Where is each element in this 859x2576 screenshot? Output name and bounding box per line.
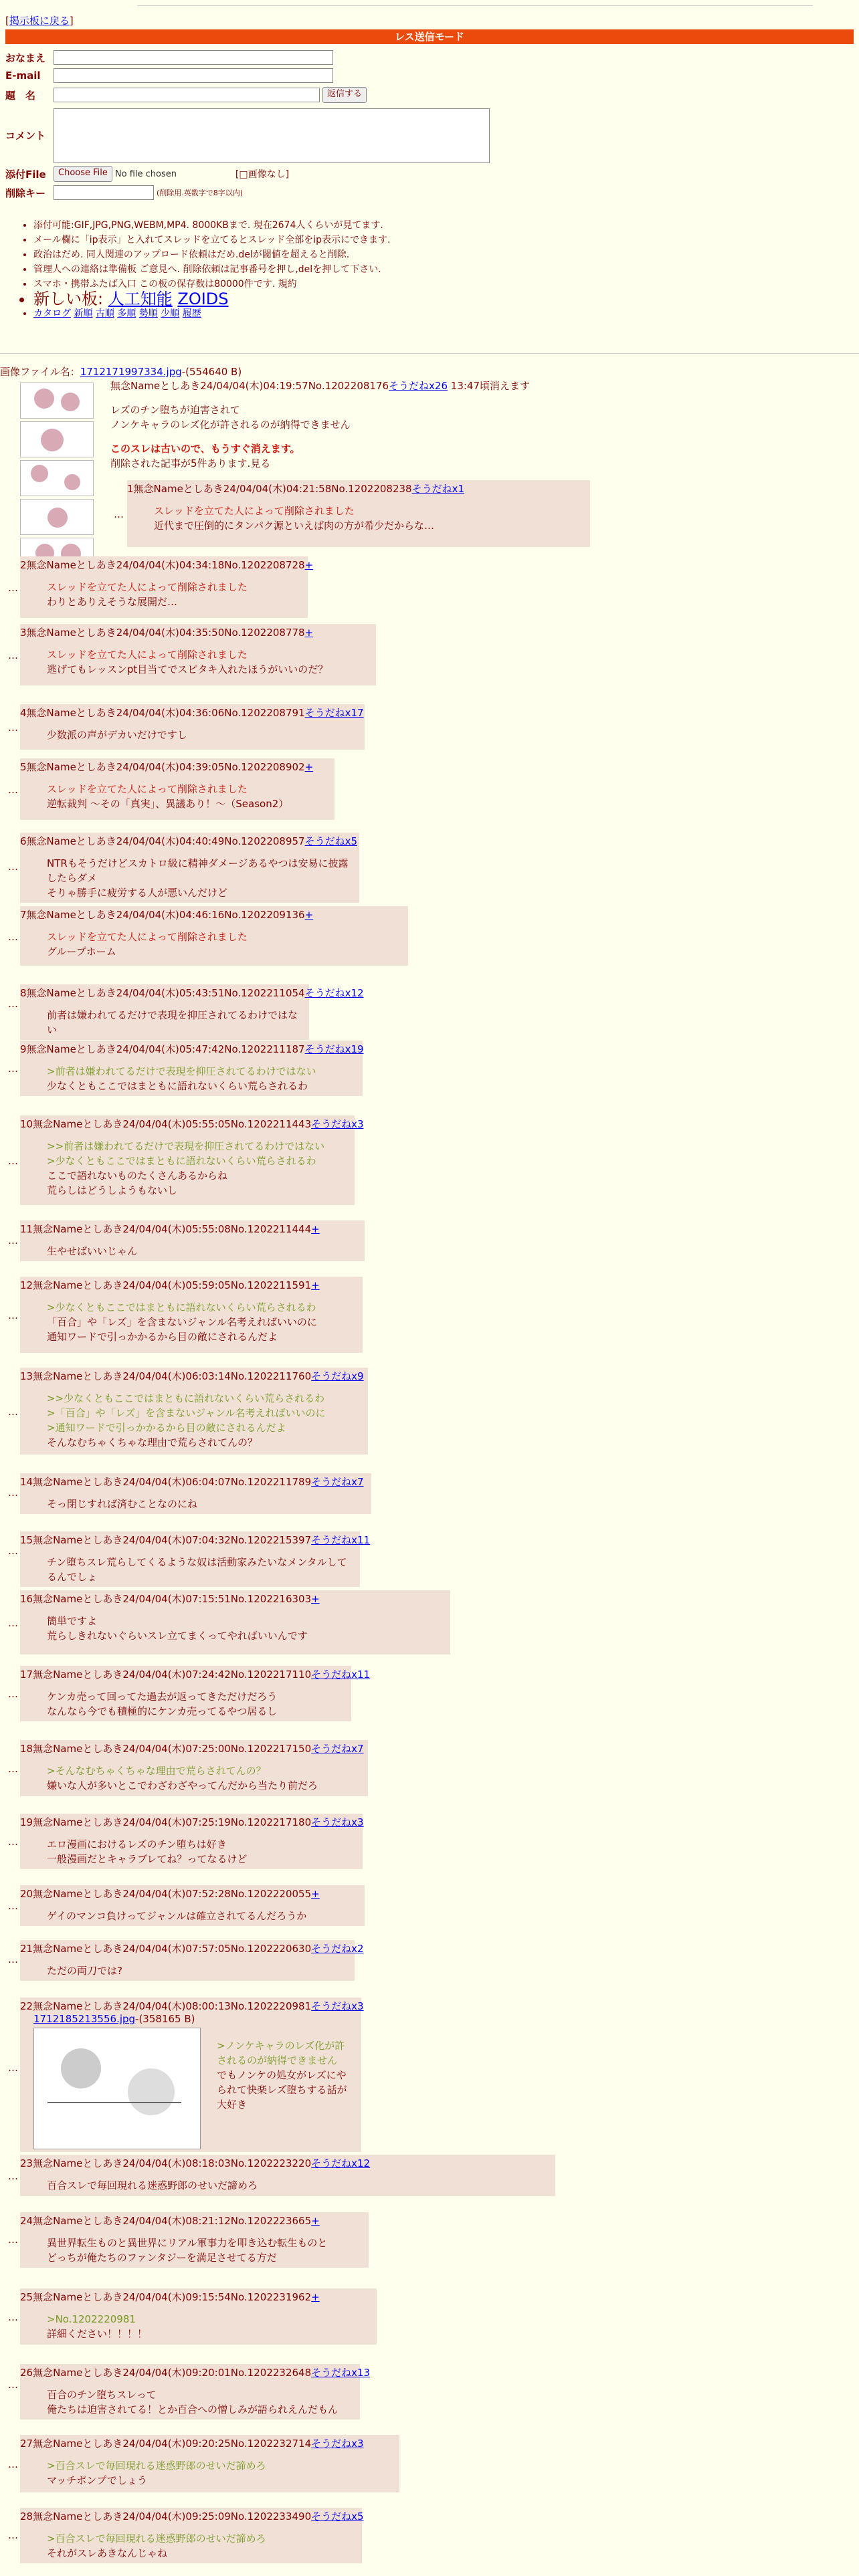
op-body: レズのチン堕ちが迫害されて ノンケキャラのレズ化が許されるのが納得できません xyxy=(110,404,351,431)
sodane-button[interactable]: そうだねx13 xyxy=(311,2367,371,2379)
reply-post xyxy=(20,624,376,685)
reply-post xyxy=(20,1220,365,1261)
body-line: NTRもそうだけどスカトロ級に精神ダメージあるやつは安易に披露したらダメ xyxy=(47,857,349,884)
reply-header: 13無念Nameとしあき24/04/04(木)06:03:14No.1202211760そうだねx9 xyxy=(20,1370,364,1382)
reply-post xyxy=(20,1115,364,1205)
sort-many-link[interactable]: 多順 xyxy=(117,308,136,319)
reply-header: 3無念Nameとしあき24/04/04(木)04:35:50No.1202208778+ xyxy=(20,627,314,639)
body-line: 嫌いな人が多いとこでわざわざやってんだから当たり前だろ xyxy=(47,1780,318,1792)
body-line: スレッドを立てた人によって削除されました xyxy=(47,581,248,593)
reply-header: 18無念Nameとしあき24/04/04(木)07:25:00No.1202217150そうだねx7 xyxy=(20,1743,364,1755)
quote-line: >前者は嫌われてるだけで表現を抑圧されてるわけではない xyxy=(47,1065,316,1077)
ellipsis-icon: … xyxy=(8,1688,18,1700)
quote-line: >>前者は嫌われてるだけで表現を抑圧されてるわけではない xyxy=(47,1140,325,1152)
reply-body xyxy=(47,1391,360,1450)
reply-body xyxy=(47,1909,357,1923)
reply-body xyxy=(47,930,400,959)
reply-body xyxy=(47,2312,369,2341)
sodane-button[interactable]: そうだねx5 xyxy=(311,2510,364,2523)
reply-body xyxy=(47,2236,361,2265)
reply-header: 12無念Nameとしあき24/04/04(木)05:59:05No.1202211591+ xyxy=(20,1279,320,1291)
sodane-button[interactable]: + xyxy=(304,627,314,639)
email-input[interactable] xyxy=(54,68,333,83)
reply-body xyxy=(47,1244,357,1259)
quote-line: >少なくともここではまともに語れないくらい荒らされるわ xyxy=(47,1155,316,1167)
ellipsis-icon: … xyxy=(8,1617,18,1629)
body-line: 荒らしきれないぐらいスレ立てまくってやればいいんです xyxy=(47,1630,308,1642)
reply-post xyxy=(20,1368,368,1455)
reply-body xyxy=(47,1837,355,1866)
reply-post xyxy=(20,2508,362,2563)
ellipsis-icon: … xyxy=(8,2529,18,2541)
new-board-link[interactable]: 人工知能 xyxy=(108,290,173,308)
op-file-size: -(554640 B) xyxy=(181,366,242,378)
reply-body xyxy=(47,1555,352,1584)
sodane-button[interactable]: + xyxy=(311,1888,320,1900)
ellipsis-icon: … xyxy=(8,861,18,873)
ellipsis-icon: … xyxy=(114,508,124,520)
ellipsis-icon: … xyxy=(8,1763,18,1775)
body-line: 一般漫画だとキャラブレてね？ってなるけど xyxy=(47,1853,248,1865)
reply-post xyxy=(20,2155,555,2196)
reply-post xyxy=(20,1531,371,1587)
catalog-link[interactable]: カタログ xyxy=(33,308,71,319)
sodane-button[interactable]: + xyxy=(311,2291,320,2303)
quote-line: >少なくともここではまともに語れないくらい荒らされるわ xyxy=(47,1301,316,1313)
ellipsis-icon: … xyxy=(8,1545,18,1557)
reply-header: 14無念Nameとしあき24/04/04(木)06:04:07No.1202211789そうだねx7 xyxy=(20,1476,364,1488)
sodane-button[interactable]: そうだねx2 xyxy=(311,1943,364,1955)
sodane-button[interactable]: そうだねx3 xyxy=(311,2438,364,2450)
body-line: ただの両刀では? xyxy=(47,1965,122,1977)
ellipsis-icon: … xyxy=(8,582,18,594)
thread-divider xyxy=(0,353,859,354)
reply-header: 10無念Nameとしあき24/04/04(木)05:55:05No.1202211443そうだねx3 xyxy=(20,1118,364,1130)
email-row xyxy=(5,68,333,84)
top-divider xyxy=(137,5,813,6)
sodane-button[interactable]: そうだねx11 xyxy=(311,1534,371,1546)
body-line: でもノンケの処女がレズにやられて快楽レズ堕ちする話が大好き xyxy=(217,2069,347,2111)
reply-post xyxy=(20,2364,371,2420)
sodane-button[interactable]: そうだねx17 xyxy=(304,707,364,719)
body-line: そっ閉じすれば済むことなのにね xyxy=(47,1498,198,1510)
body-line: ここで語れないものたくさんあるからね xyxy=(47,1170,228,1182)
sodane-button[interactable]: そうだねx5 xyxy=(304,835,357,847)
reply-body xyxy=(47,2531,354,2561)
quote-line: >百合スレで毎回現れる迷惑野郎のせいだ諦めろ xyxy=(47,2533,266,2545)
new-board-item xyxy=(33,292,390,306)
body-line: そんなむちゃくちゃな理由で荒らされてんの？ xyxy=(47,1436,258,1448)
reply-header: 22無念Nameとしあき24/04/04(木)08:00:13No.1202220981そうだねx3 xyxy=(20,2000,364,2012)
deleted-posts-notice[interactable]: 削除された記事が5件あります.見る xyxy=(110,457,271,469)
ellipsis-icon: … xyxy=(8,1900,18,1912)
ellipsis-icon: … xyxy=(8,784,18,796)
choose-file-button[interactable]: Choose File xyxy=(54,166,112,182)
reply-file-line xyxy=(33,2013,353,2025)
ellipsis-icon: … xyxy=(8,2458,18,2470)
reply-post xyxy=(20,984,364,1040)
body-line: 少数派の声がデカいだけですし xyxy=(47,729,187,741)
body-line: 前者は嫌われてるだけで表現を抑圧されてるわけではない xyxy=(47,1009,298,1036)
delkey-label: 削除キー xyxy=(5,187,46,199)
reply-header: 20無念Nameとしあき24/04/04(木)07:52:28No.1202220055+ xyxy=(20,1888,320,1900)
body-line: 荒らしはどうしようもないし xyxy=(47,1184,178,1196)
reply-header: 16無念Nameとしあき24/04/04(木)07:15:51No.1202216303+ xyxy=(20,1593,320,1605)
ellipsis-icon: … xyxy=(8,931,18,943)
back-link-wrapper: [掲示板に戻る] xyxy=(5,15,74,27)
reply-body xyxy=(47,1497,363,1511)
subject-label: 題 名 xyxy=(5,89,36,102)
reply-header: 19無念Nameとしあき24/04/04(木)07:25:19No.1202217180そうだねx3 xyxy=(20,1816,364,1828)
rule-item: • スマホ・携帯ふたば入口 この板の保存数は80000件です. 規約 xyxy=(33,277,390,292)
ellipsis-icon: … xyxy=(8,1155,18,1167)
no-image-checkbox[interactable]: [□画像なし] xyxy=(235,169,290,180)
sodane-button[interactable]: そうだねx19 xyxy=(304,1043,364,1055)
rule-item: • 管理人への連絡は準備板 ご意見へ. 削除依頼は記事番号を押し,delを押して下さい. xyxy=(33,262,390,277)
quote-line: >百合スレで毎回現れる迷惑野郎のせいだ諦めろ xyxy=(47,2460,266,2472)
body-line: 生やせばいいじゃん xyxy=(47,1245,138,1257)
reply-thumbnail[interactable] xyxy=(33,2028,201,2149)
sodane-button[interactable]: そうだねx3 xyxy=(311,1118,364,1130)
sodane-button[interactable]: そうだねx26 xyxy=(389,380,448,392)
reply-post xyxy=(20,833,359,903)
body-line: 逃げてもレッスンpt目当てでスピタキ入れたほうがいいのだ？ xyxy=(47,663,328,675)
reply-post xyxy=(20,1473,371,1514)
reply-post xyxy=(20,2435,399,2492)
reply-body xyxy=(47,1139,347,1198)
body-line: 「百合」や「レズ」を含まないジャンル名考えればいいのに xyxy=(47,1316,317,1328)
body-line: 異世界転生ものと異世界にリアル軍事力を叩き込む転生ものと xyxy=(47,2237,328,2249)
sodane-button[interactable]: そうだねx11 xyxy=(311,1669,371,1681)
rule-item: • メール欄に「ip表示」と入れてスレッドを立てるとスレッド全部をip表示にできます. xyxy=(33,233,390,247)
ellipsis-icon: … xyxy=(8,1406,18,1418)
name-label: おなまえ xyxy=(5,51,46,64)
sodane-button[interactable]: そうだねx12 xyxy=(304,987,364,999)
quote-line: >>少なくともここではまともに語れないくらい荒らされるわ xyxy=(47,1392,325,1404)
ellipsis-icon: … xyxy=(8,2062,18,2074)
name-input[interactable] xyxy=(54,50,333,65)
ellipsis-icon: … xyxy=(8,1063,18,1075)
body-line: スレッドを立てた人によって削除されました xyxy=(47,649,248,661)
body-line: 通知ワードで引っかかるから目の敵にされるんだよ xyxy=(47,1331,278,1343)
ellipsis-icon: … xyxy=(8,1836,18,1848)
subject-row xyxy=(5,87,367,103)
sodane-button[interactable]: そうだねx3 xyxy=(311,2000,364,2012)
body-line: チン堕ちスレ荒らしてくるような奴は活動家みたいなメンタルしてるんでしょ xyxy=(47,1556,347,1583)
body-line: 百合のチン堕ちスレって xyxy=(47,2389,157,2401)
sodane-button[interactable]: + xyxy=(304,909,314,921)
ellipsis-icon: … xyxy=(8,2311,18,2323)
reply-post xyxy=(20,1940,364,1981)
sodane-button[interactable]: そうだねx12 xyxy=(311,2157,371,2169)
sodane-button[interactable]: + xyxy=(311,1223,320,1235)
quote-line: >No.1202220981 xyxy=(47,2313,136,2325)
quote-line: >「百合」や「レズ」を含まないジャンル名考えればいいのに xyxy=(47,1407,326,1419)
quote-line: >ノンケキャラのレズ化が許されるのが納得できません xyxy=(217,2040,345,2066)
submit-reply-button[interactable]: 返信する xyxy=(322,87,367,103)
reply-header: 26無念Nameとしあき24/04/04(木)09:20:01No.1202232648そうだねx13 xyxy=(20,2367,371,2379)
reply-header: 15無念Nameとしあき24/04/04(木)07:04:32No.1202215397そうだねx11 xyxy=(20,1534,371,1546)
body-line: わりとありえそうな展開だ… xyxy=(47,596,178,608)
body-line: なんなら今でも積極的にケンカ売ってるやつ居るし xyxy=(47,1705,278,1717)
body-line: グループホーム xyxy=(47,946,116,958)
op-post xyxy=(110,379,530,471)
quote-line: >通知ワードで引っかかるから目の敵にされるんだよ xyxy=(47,1422,286,1434)
body-line: スレッドを立てた人によって削除されました xyxy=(47,783,248,795)
old-thread-notice: このスレは古いので、もうすぐ消えます。 xyxy=(110,443,300,455)
body-line: ゲイのマンコ負けってジャンルは確立されてるんだろうか xyxy=(47,1910,307,1922)
reply-body xyxy=(47,1008,301,1037)
reply-header: 6無念Nameとしあき24/04/04(木)04:40:49No.1202208957そうだねx5 xyxy=(20,835,357,847)
body-line: ケンカ売って回ってた過去が返ってきただけだろう xyxy=(47,1691,278,1703)
reply-body xyxy=(47,2458,391,2488)
op-thumbnail[interactable] xyxy=(20,383,94,576)
body-line: 百合スレで毎回現れる迷惑野郎のせいだ諦めろ xyxy=(47,2179,258,2191)
reply-post xyxy=(20,1277,363,1353)
reply-post xyxy=(20,1666,371,1721)
reply-post xyxy=(20,1885,365,1926)
rule-item: • 政治はだめ. 同人関連のアップロード依頼はだめ.delが閾値を超えると削除. xyxy=(33,247,390,262)
op-file-prefix: 画像ファイル名： xyxy=(0,366,80,378)
sodane-button[interactable]: + xyxy=(304,761,314,773)
reply-header: 27無念Nameとしあき24/04/04(木)09:20:25No.1202232714そうだねx3 xyxy=(20,2438,364,2450)
op-header: 無念Nameとしあき24/04/04(木)04:19:57No.1202208176そうだねx26 13:47頃消えます xyxy=(110,380,531,392)
reply-post xyxy=(20,2288,377,2345)
reply-body xyxy=(154,504,582,533)
body-line: スレッドを立てた人によって削除されました xyxy=(47,931,248,943)
comment-textarea[interactable] xyxy=(54,108,490,163)
sodane-button[interactable]: そうだねx3 xyxy=(311,1816,364,1828)
sodane-button[interactable]: そうだねx1 xyxy=(411,483,464,495)
sodane-button[interactable]: + xyxy=(311,2215,320,2227)
body-line: 少なくともここではまともに語れないくらい荒らされるわ xyxy=(47,1080,308,1092)
body-line: それがスレあきなんじゃね xyxy=(47,2547,168,2559)
body-line: 逆転裁判 〜その「真実」、異議あり！〜（Season2） xyxy=(47,798,289,810)
email-label: E-mail xyxy=(5,70,41,82)
body-line: そりゃ勝手に疲労する人が悪いんだけど xyxy=(47,887,228,899)
reply-header: 11無念Nameとしあき24/04/04(木)05:55:08No.1202211444+ xyxy=(20,1223,320,1235)
reply-header: 2無念Nameとしあき24/04/04(木)04:34:18No.1202208728+ xyxy=(20,559,314,571)
reply-header: 25無念Nameとしあき24/04/04(木)09:15:54No.1202231962+ xyxy=(20,2291,320,2303)
sodane-button[interactable]: + xyxy=(304,559,314,571)
quote-line: >そんなむちゃくちゃな理由で荒らされてんの？ xyxy=(47,1765,266,1777)
reply-header: 1無念Nameとしあき24/04/04(木)04:21:58No.1202208238そうだねx1 xyxy=(127,483,464,495)
ellipsis-icon: … xyxy=(8,2170,18,2182)
reply-body xyxy=(47,647,368,677)
ellipsis-icon: … xyxy=(8,2379,18,2391)
sort-old-link[interactable]: 古順 xyxy=(95,308,114,319)
body-line: 簡単ですよ xyxy=(47,1615,98,1627)
expire-text: 13:47頃消えます xyxy=(450,380,531,392)
new-board-label: 新しい板: xyxy=(33,290,104,308)
no-file-text: No file chosen xyxy=(114,169,177,179)
reply-post xyxy=(20,1998,364,2152)
name-row xyxy=(5,49,333,66)
ellipsis-icon: … xyxy=(8,1309,18,1321)
body-line: スレッドを立てた人によって削除されました xyxy=(154,505,355,517)
reply-body xyxy=(47,782,326,811)
reply-file-size: -(358165 B) xyxy=(135,2013,195,2025)
body-line: どっちが俺たちのファンタジーを満足させてる方だ xyxy=(47,2252,277,2264)
reply-body xyxy=(47,2387,352,2417)
reply-post xyxy=(20,758,335,820)
reply-post xyxy=(20,906,408,966)
reply-body xyxy=(47,580,300,609)
reply-header: 23無念Nameとしあき24/04/04(木)08:18:03No.1202223220そうだねx12 xyxy=(20,2157,371,2169)
reply-post xyxy=(20,1590,450,1654)
body-line: エロ漫画におけるレズのチン堕ちは好き xyxy=(47,1838,227,1850)
body-line: 俺たちは迫害されてる！とか百合への憎しみが語られえんだもん xyxy=(47,2403,339,2416)
sodane-button[interactable]: + xyxy=(311,1593,320,1605)
reply-header: 4無念Nameとしあき24/04/04(木)04:36:06No.1202208791そうだねx17 xyxy=(20,707,364,719)
delkey-input[interactable] xyxy=(54,185,154,200)
reply-post xyxy=(20,1740,368,1796)
reply-header: 8無念Nameとしあき24/04/04(木)05:43:51No.1202211054そうだねx12 xyxy=(20,987,364,999)
reply-body xyxy=(47,1689,343,1719)
ellipsis-icon: … xyxy=(8,1487,18,1499)
reply-post xyxy=(20,2212,369,2268)
sodane-button[interactable]: そうだねx9 xyxy=(311,1370,364,1382)
sodane-button[interactable]: + xyxy=(311,1279,320,1291)
reply-post xyxy=(127,480,590,547)
file-label: 添付File xyxy=(5,168,46,181)
op-file-link[interactable]: 1712171997334.jpg xyxy=(80,366,182,378)
ellipsis-icon: … xyxy=(8,998,18,1010)
ellipsis-icon: … xyxy=(8,1235,18,1247)
board-rules xyxy=(20,218,390,321)
reply-header: 17無念Nameとしあき24/04/04(木)07:24:42No.1202217110そうだねx11 xyxy=(20,1669,371,1681)
history-link[interactable]: 履歴 xyxy=(182,308,201,319)
reply-body xyxy=(47,1614,442,1643)
delkey-note: (削除用.英数字で8字以内) xyxy=(157,189,244,197)
catalog-links-item xyxy=(33,306,390,321)
sort-new-link[interactable]: 新順 xyxy=(74,308,93,319)
reply-post xyxy=(20,704,365,750)
subject-input[interactable] xyxy=(54,88,320,102)
ellipsis-icon: … xyxy=(8,2234,18,2246)
reply-body xyxy=(47,2178,547,2193)
rule-item: • 添付可能:GIF,JPG,PNG,WEBM,MP4. 8000KBまで. 現在2674人くらいが見てます. xyxy=(33,218,390,233)
reply-mode-bar: レス送信モード xyxy=(5,29,854,44)
sort-momentum-link[interactable]: 勢順 xyxy=(138,308,158,319)
reply-file-link[interactable]: 1712185213556.jpg xyxy=(33,2013,136,2025)
reply-header: 28無念Nameとしあき24/04/04(木)09:25:09No.1202233490そうだねx5 xyxy=(20,2510,364,2523)
reply-header: 5無念Nameとしあき24/04/04(木)04:39:05No.1202208902+ xyxy=(20,761,314,773)
body-line: 近代まで圧倒的にタンパク源といえば肉の方が希少だからな… xyxy=(154,520,434,532)
reply-body xyxy=(47,1064,355,1093)
ellipsis-icon: … xyxy=(8,722,18,734)
reply-header: 7無念Nameとしあき24/04/04(木)04:46:16No.1202209136+ xyxy=(20,909,314,921)
reply-header: 21無念Nameとしあき24/04/04(木)07:57:05No.1202220630そうだねx2 xyxy=(20,1943,364,1955)
file-row xyxy=(5,166,289,182)
sort-few-link[interactable]: 少順 xyxy=(161,308,180,319)
reply-header: 9無念Nameとしあき24/04/04(木)05:47:42No.1202211187そうだねx19 xyxy=(20,1043,364,1055)
reply-body xyxy=(217,2038,353,2149)
reply-post xyxy=(20,556,314,618)
sodane-button[interactable]: そうだねx7 xyxy=(311,1743,364,1755)
op-file-line xyxy=(0,364,242,379)
reply-body xyxy=(47,1963,347,1978)
reply-post xyxy=(20,1041,363,1096)
reply-body xyxy=(47,1763,360,1793)
reply-body xyxy=(47,856,351,900)
back-to-board-link[interactable]: 掲示板に戻る xyxy=(9,15,70,27)
reply-body xyxy=(47,728,357,742)
reply-header: 24無念Nameとしあき24/04/04(木)08:21:12No.1202223665+ xyxy=(20,2215,320,2227)
new-board-link[interactable]: ZOIDS xyxy=(177,290,229,308)
reply-body xyxy=(47,1300,355,1344)
comment-label: コメント xyxy=(5,130,46,142)
reply-post xyxy=(20,1814,363,1869)
body-line: マッチポンプでしょう xyxy=(47,2474,147,2486)
delkey-row xyxy=(5,185,243,201)
body-line: 詳細ください！！！！ xyxy=(47,2328,148,2340)
ellipsis-icon: … xyxy=(8,1953,18,1965)
sodane-button[interactable]: そうだねx7 xyxy=(311,1476,364,1488)
comment-row xyxy=(5,107,490,164)
ellipsis-icon: … xyxy=(8,649,18,661)
